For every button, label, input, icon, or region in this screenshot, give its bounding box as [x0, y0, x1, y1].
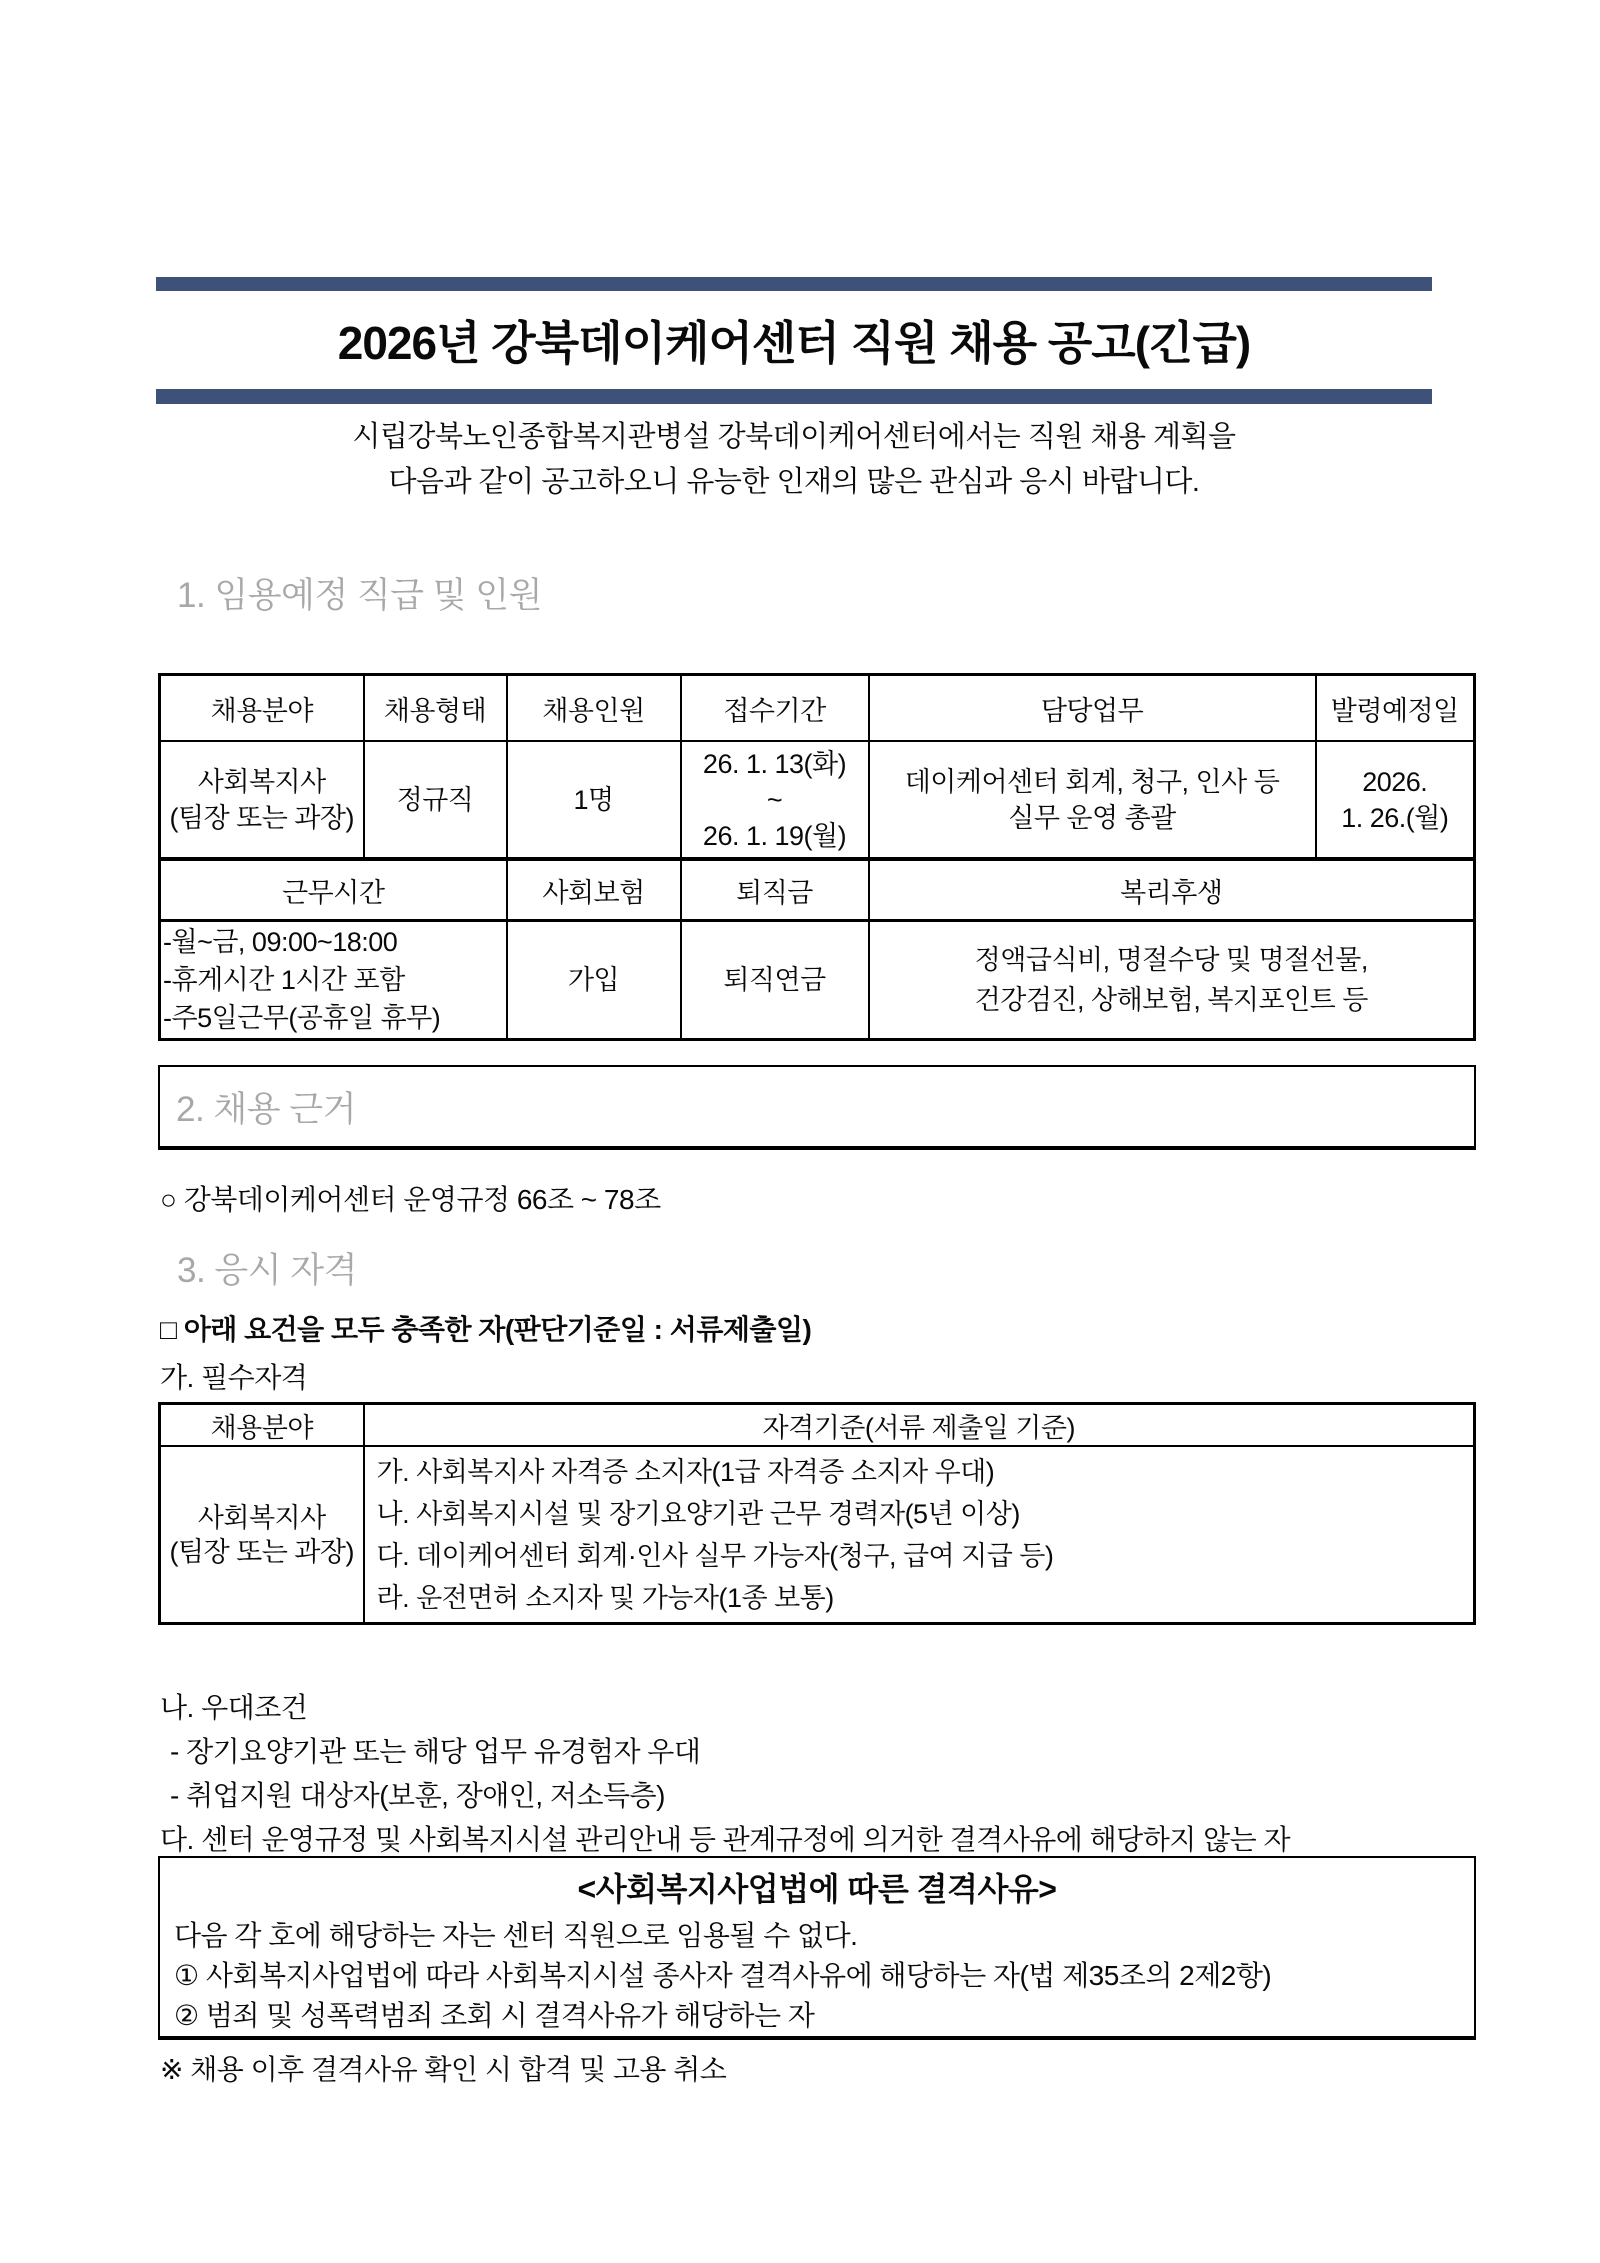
t1-header-appointment: 발령예정일: [1316, 675, 1475, 742]
sub-label-preferred: 나. 우대조건: [160, 1692, 308, 1723]
preference-item: - 취업지원 대상자(보훈, 장애인, 저소득층): [170, 1780, 665, 1811]
recruitment-table-header-row-bottom: [160, 859, 1475, 921]
section2-heading-box: [158, 1065, 1476, 1150]
t2-header-field: 채용분야: [160, 1404, 364, 1447]
criteria-line: 다. 데이케어센터 회계·인사 실무 가능자(청구, 급여 지급 등): [376, 1540, 1054, 1571]
criteria-line: 라. 운전면허 소지자 및 가능자(1종 보통): [376, 1582, 834, 1613]
t1-header-severance: 퇴직금: [681, 859, 869, 921]
t1-cell-appointment: [1316, 741, 1475, 859]
welfare-line: 건강검진, 상해보험, 복지포인트 등: [974, 985, 1368, 1015]
t1-cell-severance: 퇴직연금: [681, 921, 869, 1040]
t1-cell-period: [681, 741, 869, 859]
recruitment-table-data-row-bottom: [160, 921, 1475, 1040]
field-line: 사회복지사: [197, 1502, 326, 1533]
disqualification-box: [158, 1856, 1476, 2040]
section2-heading: 2. 채용 근거: [176, 1089, 356, 1129]
appointment-line: 1. 26.(월): [1341, 802, 1449, 833]
t1-header-insurance: 사회보험: [507, 859, 681, 921]
recruitment-basis-line: ○ 강북데이케어센터 운영규정 66조 ~ 78조: [160, 1184, 661, 1215]
recruitment-table-data-row-top: [160, 741, 1475, 859]
hours-line: -주5일근무(공휴일 휴무): [163, 1003, 441, 1033]
disqualification-box-title: <사회복지사업법에 따른 결격사유>: [577, 1871, 1057, 1907]
t1-cell-welfare: [869, 921, 1475, 1040]
period-line: 26. 1. 19(월): [702, 820, 847, 851]
t1-header-type: 채용형태: [364, 675, 507, 742]
disqualification-line: 다음 각 호에 해당하는 자는 센터 직원으로 임용될 수 없다.: [174, 1920, 858, 1951]
t1-header-hours: 근무시간: [160, 859, 507, 921]
recruitment-table: [158, 673, 1476, 1041]
t1-header-duty: 담당업무: [869, 675, 1316, 742]
period-tilde: ~: [766, 784, 783, 815]
welfare-line: 정액급식비, 명절수당 및 명절선물,: [974, 945, 1368, 975]
t1-cell-headcount: 1명: [507, 741, 681, 859]
intro-line-2: 다음과 같이 공고하오니 유능한 인재의 많은 관심과 응시 바랍니다.: [388, 466, 1200, 498]
t2-cell-field: [160, 1446, 364, 1624]
t1-header-welfare: 복리후생: [869, 859, 1475, 921]
sub-label-no-disqualification: 다. 센터 운영규정 및 사회복지시설 관리안내 등 관계규정에 의거한 결격사유에 해당하지 않는 자: [160, 1824, 1291, 1855]
field-line: 사회복지사: [197, 766, 326, 797]
criteria-line: 나. 사회복지시설 및 장기요양기관 근무 경력자(5년 이상): [376, 1498, 1020, 1529]
t1-cell-type: 정규직: [364, 741, 507, 859]
t1-cell-insurance: 가입: [507, 921, 681, 1040]
hours-line: -휴게시간 1시간 포함: [163, 965, 405, 995]
t1-cell-hours: [160, 921, 507, 1040]
t1-cell-duty: [869, 741, 1316, 859]
section3-heading: 3. 응시 자격: [177, 1251, 357, 1290]
qualification-table-data-row: [160, 1446, 1475, 1624]
field-line: (팀장 또는 과장): [169, 1536, 354, 1567]
qualification-table: [158, 1402, 1476, 1625]
field-line: (팀장 또는 과장): [169, 802, 354, 833]
title-bar-top: [156, 277, 1432, 291]
criteria-line: 가. 사회복지사 자격증 소지자(1급 자격증 소지자 우대): [376, 1456, 995, 1487]
t2-cell-criteria: [364, 1446, 1475, 1624]
recruitment-table-header-row-top: [160, 675, 1475, 742]
appointment-line: 2026.: [1362, 766, 1428, 797]
sub-label-required: 가. 필수자격: [160, 1362, 308, 1393]
intro-paragraph: [156, 415, 1432, 505]
period-line: 26. 1. 13(화): [702, 748, 847, 779]
duty-line: 데이케어센터 회계, 청구, 인사 등: [904, 766, 1280, 797]
disqualification-line: ① 사회복지사업법에 따라 사회복지시설 종사자 결격사유에 해당하는 자(법 제35조의 2제2항): [174, 1960, 1272, 1991]
t1-header-period: 접수기간: [681, 675, 869, 742]
disqualification-footnote: ※ 채용 이후 결격사유 확인 시 합격 및 고용 취소: [160, 2054, 727, 2085]
t1-header-headcount: 채용인원: [507, 675, 681, 742]
t1-cell-field: [160, 741, 364, 859]
duty-line: 실무 운영 총괄: [1008, 802, 1176, 833]
requirement-note: □ 아래 요건을 모두 충족한 자(판단기준일 : 서류제출일): [160, 1314, 812, 1345]
disqualification-line: ② 범죄 및 성폭력범죄 조회 시 결격사유가 해당하는 자: [174, 2000, 815, 2031]
preference-item: - 장기요양기관 또는 해당 업무 유경험자 우대: [170, 1736, 701, 1767]
hours-line: -월~금, 09:00~18:00: [163, 927, 398, 957]
intro-line-1: 시립강북노인종합복지관병설 강북데이케어센터에서는 직원 채용 계획을: [352, 421, 1236, 453]
qualification-table-header-row: [160, 1404, 1475, 1447]
section1-heading: 1. 임용예정 직급 및 인원: [177, 576, 542, 615]
t1-header-field: 채용분야: [160, 675, 364, 742]
page-title: 2026년 강북데이케어센터 직원 채용 공고(긴급): [337, 317, 1251, 369]
t2-header-criteria: 자격기준(서류 제출일 기준): [364, 1404, 1475, 1447]
title-bar-bottom: [156, 389, 1432, 404]
